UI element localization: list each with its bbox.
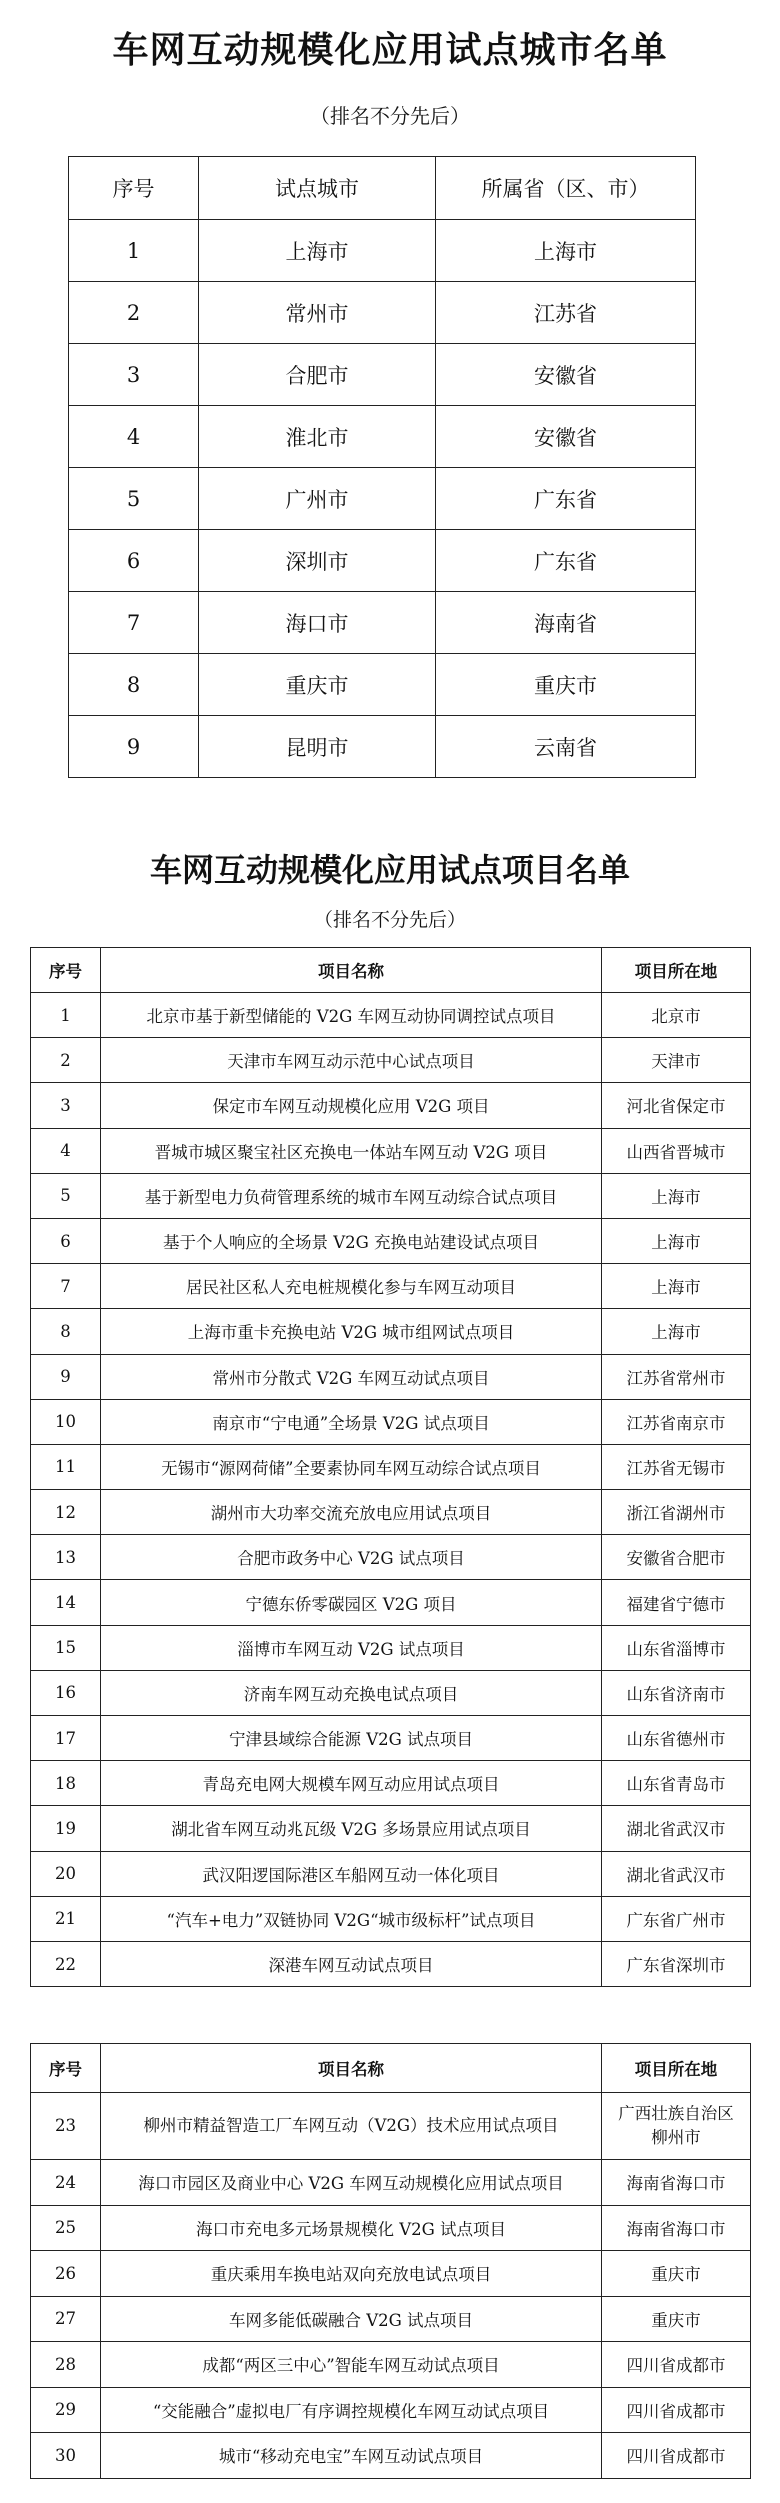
city-list-title: 车网互动规模化应用试点城市名单 <box>112 29 668 71</box>
table-row <box>69 654 696 716</box>
table-row <box>31 1851 751 1896</box>
table-row <box>31 1625 751 1670</box>
row-index: 4 <box>69 406 199 468</box>
row-index: 7 <box>69 592 199 654</box>
province-name: 安徽省 <box>436 344 696 406</box>
table-row <box>31 1218 751 1263</box>
table-row <box>31 2296 751 2342</box>
city-name: 昆明市 <box>199 716 436 778</box>
header-index: 序号 <box>31 948 101 993</box>
province-name: 重庆市 <box>436 654 696 716</box>
row-index: 21 <box>31 1896 101 1941</box>
header-index: 序号 <box>31 2044 101 2093</box>
project-name: 湖州市大功率交流充放电应用试点项目 <box>101 1490 602 1535</box>
table-row <box>31 1038 751 1083</box>
project-name: 北京市基于新型储能的 V2G 车网互动协同调控试点项目 <box>101 993 602 1038</box>
row-index: 13 <box>31 1535 101 1580</box>
row-index: 28 <box>31 2342 101 2388</box>
row-index: 26 <box>31 2251 101 2297</box>
project-name: 南京市“宁电通”全场景 V2G 试点项目 <box>101 1399 602 1444</box>
project-location: 江苏省南京市 <box>602 1399 751 1444</box>
city-table <box>68 156 696 778</box>
project-location: 四川省成都市 <box>602 2433 751 2479</box>
row-index: 8 <box>69 654 199 716</box>
row-index: 27 <box>31 2296 101 2342</box>
city-name: 海口市 <box>199 592 436 654</box>
city-list-subtitle: （排名不分先后） <box>310 104 470 128</box>
table-row <box>31 2251 751 2297</box>
row-index: 10 <box>31 1399 101 1444</box>
project-list-subtitle: （排名不分先后） <box>313 909 466 931</box>
project-name: 基于个人响应的全场景 V2G 充换电站建设试点项目 <box>101 1218 602 1263</box>
row-index: 3 <box>31 1083 101 1128</box>
project-location: 江苏省无锡市 <box>602 1444 751 1489</box>
province-name: 云南省 <box>436 716 696 778</box>
project-location: 四川省成都市 <box>602 2387 751 2433</box>
project-location: 上海市 <box>602 1309 751 1354</box>
project-location: 上海市 <box>602 1173 751 1218</box>
row-index: 3 <box>69 344 199 406</box>
project-location: 浙江省湖州市 <box>602 1490 751 1535</box>
project-location: 广东省深圳市 <box>602 1941 751 1986</box>
row-index: 30 <box>31 2433 101 2479</box>
project-location: 福建省宁德市 <box>602 1580 751 1625</box>
city-table-header <box>69 157 696 220</box>
city-name: 重庆市 <box>199 654 436 716</box>
table-row <box>69 282 696 344</box>
project-table-header <box>31 948 751 993</box>
row-index: 2 <box>69 282 199 344</box>
table-row <box>31 2093 751 2160</box>
table-row <box>31 2342 751 2388</box>
project-name: 青岛充电网大规模车网互动应用试点项目 <box>101 1761 602 1806</box>
project-name: 基于新型电力负荷管理系统的城市车网互动综合试点项目 <box>101 1173 602 1218</box>
row-index: 29 <box>31 2387 101 2433</box>
row-index: 2 <box>31 1038 101 1083</box>
project-table-header <box>31 2044 751 2093</box>
row-index: 17 <box>31 1716 101 1761</box>
row-index: 24 <box>31 2160 101 2206</box>
row-index: 25 <box>31 2205 101 2251</box>
project-name: 海口市充电多元场景规模化 V2G 试点项目 <box>101 2205 602 2251</box>
table-row <box>31 1535 751 1580</box>
table-row <box>31 1354 751 1399</box>
project-location: 湖北省武汉市 <box>602 1851 751 1896</box>
project-location: 山东省淄博市 <box>602 1625 751 1670</box>
row-index: 15 <box>31 1625 101 1670</box>
project-location: 山东省青岛市 <box>602 1761 751 1806</box>
project-location: 海南省海口市 <box>602 2205 751 2251</box>
table-row <box>31 1264 751 1309</box>
project-name: 合肥市政务中心 V2G 试点项目 <box>101 1535 602 1580</box>
city-name: 上海市 <box>199 220 436 282</box>
project-name: 晋城市城区聚宝社区充换电一体站车网互动 V2G 项目 <box>101 1128 602 1173</box>
project-name: 车网多能低碳融合 V2G 试点项目 <box>101 2296 602 2342</box>
table-row <box>31 1941 751 1986</box>
city-name: 淮北市 <box>199 406 436 468</box>
project-location: 安徽省合肥市 <box>602 1535 751 1580</box>
project-name: 常州市分散式 V2G 车网互动试点项目 <box>101 1354 602 1399</box>
province-name: 上海市 <box>436 220 696 282</box>
header-project-name: 项目名称 <box>101 948 602 993</box>
project-name: 重庆乘用车换电站双向充放电试点项目 <box>101 2251 602 2297</box>
row-index: 7 <box>31 1264 101 1309</box>
city-name: 广州市 <box>199 468 436 530</box>
province-name: 广东省 <box>436 468 696 530</box>
project-location: 天津市 <box>602 1038 751 1083</box>
project-location: 四川省成都市 <box>602 2342 751 2388</box>
table-row <box>31 2387 751 2433</box>
project-location: 山西省晋城市 <box>602 1128 751 1173</box>
project-location: 江苏省常州市 <box>602 1354 751 1399</box>
table-row <box>69 530 696 592</box>
project-location: 广西壮族自治区 柳州市 <box>602 2093 751 2160</box>
project-name: “汽车+电力”双链协同 V2G“城市级标杆”试点项目 <box>101 1896 602 1941</box>
table-row <box>31 1670 751 1715</box>
row-index: 16 <box>31 1670 101 1715</box>
table-row <box>31 1309 751 1354</box>
project-name: 城市“移动充电宝”车网互动试点项目 <box>101 2433 602 2479</box>
project-name: 济南车网互动充换电试点项目 <box>101 1670 602 1715</box>
header-location: 项目所在地 <box>602 948 751 993</box>
row-index: 11 <box>31 1444 101 1489</box>
table-row <box>31 1083 751 1128</box>
row-index: 6 <box>69 530 199 592</box>
project-name: 天津市车网互动示范中心试点项目 <box>101 1038 602 1083</box>
project-location: 海南省海口市 <box>602 2160 751 2206</box>
table-row <box>69 220 696 282</box>
table-row <box>31 1173 751 1218</box>
row-index: 20 <box>31 1851 101 1896</box>
city-name: 深圳市 <box>199 530 436 592</box>
header-province: 所属省（区、市） <box>436 157 696 220</box>
project-location: 重庆市 <box>602 2251 751 2297</box>
row-index: 5 <box>31 1173 101 1218</box>
project-location: 上海市 <box>602 1264 751 1309</box>
project-location: 湖北省武汉市 <box>602 1806 751 1851</box>
project-name: 成都“两区三中心”智能车网互动试点项目 <box>101 2342 602 2388</box>
project-location: 山东省济南市 <box>602 1670 751 1715</box>
project-location: 山东省德州市 <box>602 1716 751 1761</box>
project-name: 无锡市“源网荷储”全要素协同车网互动综合试点项目 <box>101 1444 602 1489</box>
project-name: 淄博市车网互动 V2G 试点项目 <box>101 1625 602 1670</box>
table-row <box>31 993 751 1038</box>
row-index: 1 <box>31 993 101 1038</box>
header-location: 项目所在地 <box>602 2044 751 2093</box>
project-table <box>30 947 751 1987</box>
header-city: 试点城市 <box>199 157 436 220</box>
table-row <box>31 2205 751 2251</box>
table-row <box>69 716 696 778</box>
table-row <box>31 1716 751 1761</box>
project-location: 重庆市 <box>602 2296 751 2342</box>
table-row <box>69 344 696 406</box>
table-row <box>31 1580 751 1625</box>
table-row <box>69 406 696 468</box>
province-name: 安徽省 <box>436 406 696 468</box>
table-row <box>69 468 696 530</box>
project-location: 北京市 <box>602 993 751 1038</box>
header-project-name: 项目名称 <box>101 2044 602 2093</box>
city-name: 合肥市 <box>199 344 436 406</box>
table-row <box>31 1896 751 1941</box>
row-index: 23 <box>31 2093 101 2160</box>
project-name: 居民社区私人充电桩规模化参与车网互动项目 <box>101 1264 602 1309</box>
table-row <box>31 2160 751 2206</box>
project-name: 柳州市精益智造工厂车网互动（V2G）技术应用试点项目 <box>101 2093 602 2160</box>
row-index: 18 <box>31 1761 101 1806</box>
row-index: 5 <box>69 468 199 530</box>
table-row <box>31 1761 751 1806</box>
project-name: 海口市园区及商业中心 V2G 车网互动规模化应用试点项目 <box>101 2160 602 2206</box>
project-location: 广东省广州市 <box>602 1896 751 1941</box>
row-index: 9 <box>69 716 199 778</box>
province-name: 江苏省 <box>436 282 696 344</box>
row-index: 4 <box>31 1128 101 1173</box>
city-name: 常州市 <box>199 282 436 344</box>
row-index: 8 <box>31 1309 101 1354</box>
project-name: 武汉阳逻国际港区车船网互动一体化项目 <box>101 1851 602 1896</box>
table-row <box>31 1444 751 1489</box>
row-index: 1 <box>69 220 199 282</box>
table-row <box>31 1399 751 1444</box>
project-name: 宁津县域综合能源 V2G 试点项目 <box>101 1716 602 1761</box>
project-name: 湖北省车网互动兆瓦级 V2G 多场景应用试点项目 <box>101 1806 602 1851</box>
row-index: 12 <box>31 1490 101 1535</box>
project-list-title: 车网互动规模化应用试点项目名单 <box>149 851 630 889</box>
row-index: 6 <box>31 1218 101 1263</box>
project-name: 上海市重卡充换电站 V2G 城市组网试点项目 <box>101 1309 602 1354</box>
table-row <box>69 592 696 654</box>
row-index: 14 <box>31 1580 101 1625</box>
header-index: 序号 <box>69 157 199 220</box>
row-index: 19 <box>31 1806 101 1851</box>
project-location: 上海市 <box>602 1218 751 1263</box>
table-row <box>31 1490 751 1535</box>
table-row <box>31 1128 751 1173</box>
project-name: “交能融合”虚拟电厂有序调控规模化车网互动试点项目 <box>101 2387 602 2433</box>
table-row <box>31 1806 751 1851</box>
project-name: 保定市车网互动规模化应用 V2G 项目 <box>101 1083 602 1128</box>
project-name: 宁德东侨零碳园区 V2G 项目 <box>101 1580 602 1625</box>
project-location: 河北省保定市 <box>602 1083 751 1128</box>
project-table-continued <box>30 2043 751 2479</box>
province-name: 广东省 <box>436 530 696 592</box>
row-index: 9 <box>31 1354 101 1399</box>
project-name: 深港车网互动试点项目 <box>101 1941 602 1986</box>
row-index: 22 <box>31 1941 101 1986</box>
province-name: 海南省 <box>436 592 696 654</box>
table-row <box>31 2433 751 2479</box>
